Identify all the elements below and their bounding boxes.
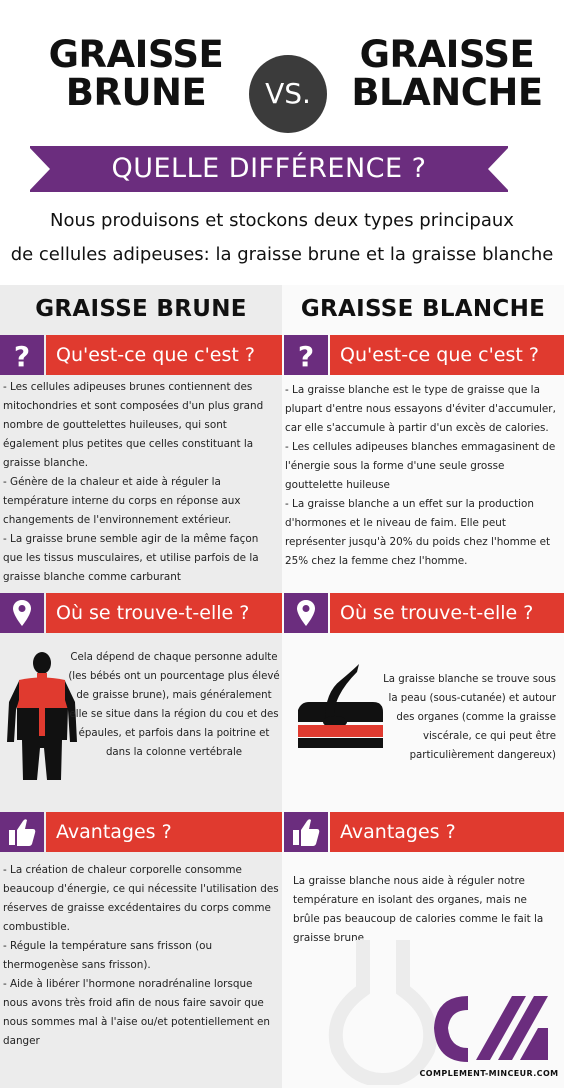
location-pin-icon [284, 593, 328, 633]
brown-what-label: Qu'est-ce que c'est ? [46, 335, 282, 375]
location-pin-icon [0, 593, 44, 633]
right-title [330, 33, 564, 114]
white-what-header [284, 335, 564, 375]
brown-what-item: - La graisse brune semble agir de la même façon que les tissus musculaires, et utilise parfois de la graisse blanche comme carburant [3, 533, 259, 583]
white-benefits-header [284, 812, 564, 852]
skin-layer-icon [295, 662, 387, 762]
brown-benefit-item: - Aide à libérer l'hormone noradrénaline lorsque nous avons très froid afin de nous faire savoir que nous sommes mal à l'aise ou/et potentiellement en danger [3, 978, 271, 1047]
vs-badge: VS. [249, 55, 327, 133]
brown-what-header [0, 335, 282, 375]
svg-text:?: ? [13, 340, 31, 373]
white-what-item: - La graisse blanche est le type de graisse que la plupart d'entre nous essayons d'éviter d'accumuler, car elle s'accumule à partir d'un excès de calories. [285, 384, 556, 434]
white-benefits-label: Avantages ? [330, 812, 564, 852]
brown-benefit-item: - La création de chaleur corporelle consomme beaucoup d'énergie, ce qui nécessite l'utilisation des réserves de graisse excédentaires du corps comme combustible. [3, 864, 279, 933]
thumbs-up-icon [0, 812, 44, 852]
white-where-text: La graisse blanche se trouve sous la peau (sous-cutanée) et autour des organes (comme la graisse viscérale, ce qui peut être particulièrement dangereux) [383, 674, 556, 761]
right-title-line2: BLANCHE [351, 71, 543, 114]
intro-line-2: de cellules adipeuses: la graisse brune et la graisse blanche [10, 244, 554, 265]
white-what-item: - La graisse blanche a un effet sur la production d'hormones et le niveau de faim. Elle peut représenter jusqu'à 20% du poids chez l'homme et 25% chez la femme chez l'homme. [285, 498, 551, 567]
banner-text: QUELLE DIFFÉRENCE ? [111, 153, 427, 184]
brown-column-heading: GRAISSE BRUNE [35, 296, 247, 322]
left-title-line1: GRAISSE [48, 33, 224, 76]
svg-text:?: ? [297, 340, 315, 373]
brown-where-header [0, 593, 282, 633]
white-benefits-text: La graisse blanche nous aide à réguler notre température en isolant des organes, mais ne brûle pas beaucoup de calories comme le fait la graisse brune [293, 875, 544, 944]
brown-what-item: - Génère de la chaleur et aide à réguler la température interne du corps en réponse aux changements de l'environnement extérieur. [3, 476, 241, 526]
brown-benefits-header [0, 812, 282, 852]
brown-benefit-item: - Régule la température sans frisson (ou thermogenèse sans frisson). [3, 940, 213, 971]
thumbs-up-icon [284, 812, 328, 852]
brown-benefits-label: Avantages ? [46, 812, 282, 852]
white-what-label: Qu'est-ce que c'est ? [330, 335, 564, 375]
white-what-item: - Les cellules adipeuses blanches emmagasinent de l'énergie sous la forme d'une seule grosse gouttelette huileuse [285, 441, 556, 491]
question-mark-icon [284, 335, 328, 375]
left-title [26, 33, 246, 114]
right-title-line1: GRAISSE [359, 33, 535, 76]
white-where-header [284, 593, 564, 633]
brown-what-item: - Les cellules adipeuses brunes contiennent des mitochondries et sont composées d'un plus grand nombre de gouttelettes huileuses, qui sont également plus petites que celles constituant la graisse blanche. [3, 381, 264, 469]
brown-where-text: Cela dépend de chaque personne adulte (les bébés ont un pourcentage plus élevé de graisse brune), mais généralement elle se situe dans la région du cou et des épaules, et parfois dans la poitrine et dans la colonne vertébrale [68, 652, 280, 758]
question-mark-icon [0, 335, 44, 375]
intro-line-1: Nous produisons et stockons deux types principaux [50, 210, 514, 231]
left-title-line2: BRUNE [65, 71, 207, 114]
white-what-text [285, 381, 560, 571]
site-logo [426, 990, 552, 1070]
white-column-heading: GRAISSE BLANCHE [300, 296, 546, 322]
white-where-label: Où se trouve-t-elle ? [330, 593, 564, 633]
difference-banner [30, 146, 508, 192]
logo-text: COMPLEMENT-MINCEUR.COM [419, 1069, 559, 1078]
brown-what-text [3, 378, 279, 587]
brown-benefits-text [3, 861, 279, 1051]
brown-where-label: Où se trouve-t-elle ? [46, 593, 282, 633]
